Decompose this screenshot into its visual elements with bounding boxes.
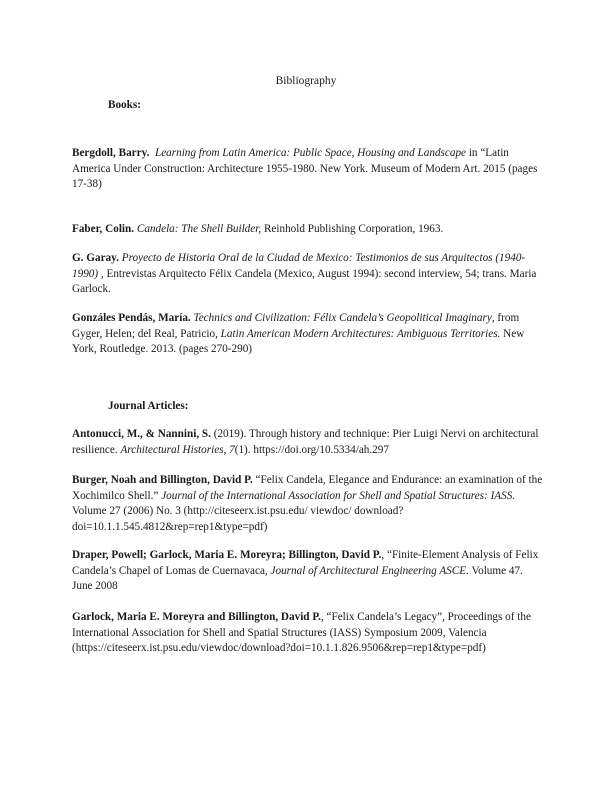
bibliography-entry (72, 427, 544, 458)
entry-details: Volume 47. June 2008 (72, 564, 523, 592)
bibliography-entry (72, 146, 544, 193)
bibliography-entry (72, 548, 544, 595)
entry-details: New York, Routledge. 2013. (pages 270-290) (72, 327, 525, 355)
entry-details: , Entrevistas Arquitecto Félix Candela (Mexico, August 1994): second interview, 54; trans. Maria Garlock. (72, 267, 537, 295)
entry-author: Draper, Powell; Garlock, Maria E. Moreyra; Billington, David P. (72, 549, 382, 561)
entry-details: Volume 27 (2006) No. 3 (http://citeseerx.ist.psu.edu/ viewdoc/ download?doi=10.1.1.545.4812&rep=rep1&type=pdf) (72, 505, 404, 533)
entry-details: (2019). Through history and technique: Pier Luigi Nervi on architectural resilience. (72, 428, 539, 456)
page-title: Bibliography (275, 75, 337, 87)
entry-volume: 7 (229, 443, 235, 456)
entry-title: Journal of Architectural Engineering ASCE. (270, 564, 469, 577)
section-heading-journal-articles: Journal Articles: (108, 400, 189, 412)
entry-details: , (223, 443, 230, 456)
entry-author: G. Garay. (72, 252, 119, 264)
entry-details: , “Felix Candela’s Legacy”, Proceedings of the International Association for Shell and Spatial Structures (IASS) Symposium 2009, Valencia (https://citeseerx.ist.psu.edu/viewdoc/download?doi=10.1.1.826.9506&rep=rep1&type=pdf) (72, 611, 531, 654)
bibliography-entry (72, 473, 544, 535)
entry-details: “Felix Candela, Elegance and Endurance: an examination of the Xochimilco Shell.” (72, 474, 543, 502)
entry-title: Candela: The Shell Builder, (136, 223, 262, 235)
bibliography-entry (72, 251, 544, 298)
entry-author: Bergdoll, Barry. (72, 147, 150, 159)
entry-details: (1). https://doi.org/10.5334/ah.297 (234, 443, 389, 456)
entry-title-secondary: Latin American Modern Architectures: Ambiguous Territories. (220, 327, 501, 340)
entry-title: Journal of the International Association for Shell and Spatial Structures: IASS. (161, 489, 516, 502)
section-heading-books: Books: (108, 99, 141, 111)
entry-details: , from Gyger, Helen; del Real, Patricio, (72, 312, 520, 340)
entry-author: Antonucci, M., & Nannini, S. (72, 428, 211, 440)
entry-author: Burger, Noah and Billington, David P. (72, 474, 253, 486)
entry-title: Architectural Histories (120, 443, 224, 456)
entry-details: in “Latin America Under Construction: Architecture 1955-1980. New York. Museum of Modern Art. 2015 (pages 17-38) (72, 147, 538, 190)
entry-details: Reinhold Publishing Corporation, 1963. (261, 223, 444, 235)
entry-author: Faber, Colin. (72, 223, 135, 235)
bibliography-entry (72, 222, 544, 238)
entry-title: Technics and Civilization: Félix Candela’s Geopolitical Imaginary (193, 312, 492, 324)
entry-title: Learning from Latin America: Public Space, Housing and Landscape (154, 147, 467, 159)
entry-title: Proyecto de Historia Oral de la Ciudad de Mexico: Testimonios de sus Arquitectos (1940-1990) (72, 252, 526, 280)
bibliography-entry (72, 610, 544, 657)
entry-details: , “Finite-Element Analysis of Felix Candela’s Chapel of Lomas de Cuernavaca, (72, 549, 539, 577)
entry-author: Garlock, Maria E. Moreyra and Billington, David P. (72, 611, 321, 623)
entry-author: Gonzáles Pendás, María. (72, 312, 191, 324)
bibliography-entry (72, 311, 544, 358)
